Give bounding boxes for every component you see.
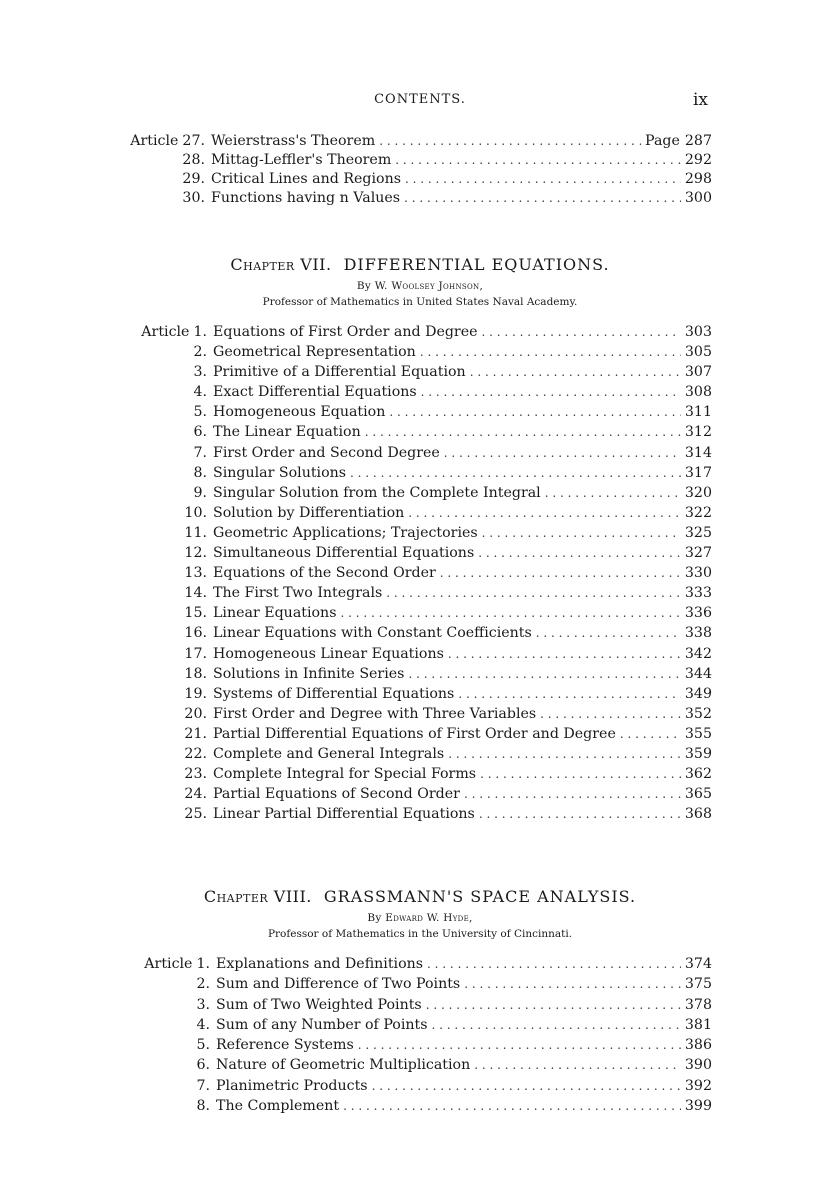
entry-page	[685, 1015, 712, 1035]
entry-title: Partial Equations of Second Order	[213, 786, 460, 803]
page-value: 359	[684, 745, 712, 762]
running-head-title: CONTENTS.	[374, 92, 466, 107]
entry-number: 28.	[182, 152, 205, 168]
entry-title: Nature of Geometric Multiplication	[216, 1057, 471, 1074]
article-number	[0, 151, 205, 170]
entry-number: 1.	[196, 956, 210, 972]
entry-page	[685, 151, 712, 170]
toc-entry	[0, 443, 712, 463]
article-number	[0, 402, 207, 422]
article-word: Article	[141, 324, 190, 340]
dot-leader	[386, 583, 681, 603]
dot-leader	[408, 503, 681, 523]
article-number	[0, 362, 207, 382]
toc-entry	[0, 603, 712, 623]
page-value: 305	[684, 344, 712, 361]
toc-entry	[0, 664, 712, 684]
entry-number: 10.	[184, 504, 207, 521]
entry-title: Complete and General Integrals	[213, 745, 445, 762]
page-value: 390	[684, 1057, 712, 1074]
entry-page	[685, 189, 712, 208]
entry-title: Reference Systems	[216, 1037, 354, 1054]
article-number	[0, 422, 207, 442]
entry-title: Sum and Difference of Two Points	[216, 976, 461, 993]
dot-leader	[340, 603, 680, 623]
entry-number: 25.	[184, 806, 207, 823]
dot-leader	[420, 342, 681, 362]
page-word: Page	[645, 133, 680, 149]
entry-number: 24.	[184, 786, 207, 803]
toc-entry	[0, 362, 712, 382]
entry-title: Exact Differential Equations	[213, 384, 417, 401]
entry-number: 6.	[196, 1057, 210, 1074]
article-number	[0, 664, 207, 684]
dot-leader	[480, 764, 681, 784]
entry-page	[685, 523, 712, 543]
toc-entry	[0, 1055, 712, 1075]
entry-number: 2.	[196, 976, 210, 993]
dot-leader	[440, 563, 681, 583]
entry-number: 20.	[184, 705, 207, 722]
toc-entry	[0, 974, 712, 994]
toc-entry	[0, 523, 712, 543]
entry-title: Solution by Differentiation	[213, 504, 405, 521]
toc-entry	[0, 170, 712, 189]
entry-page	[685, 1035, 712, 1055]
dot-leader	[421, 382, 681, 402]
article-number	[0, 1035, 210, 1055]
toc-entry	[0, 684, 712, 704]
toc-entry	[0, 644, 712, 664]
dot-leader	[395, 151, 681, 170]
page-value: 365	[684, 786, 712, 803]
author-affiliation: Professor of Mathematics in the University of Cincinnati.	[267, 928, 573, 940]
entry-number: 27.	[182, 133, 205, 149]
toc-entry	[0, 583, 712, 603]
entry-number: 17.	[184, 645, 207, 662]
toc-entry	[0, 623, 712, 643]
entry-page	[685, 644, 712, 664]
entry-page	[685, 402, 712, 422]
entry-number: 29.	[182, 171, 205, 187]
entry-title: The Linear Equation	[213, 424, 361, 441]
entry-number: 4.	[193, 384, 207, 401]
entry-number: 11.	[184, 524, 207, 541]
page-value: 320	[684, 484, 712, 501]
chapter-vii-section	[0, 255, 840, 824]
toc-entry	[0, 724, 712, 744]
toc-entry	[0, 954, 712, 974]
entry-title: Functions having n Values	[211, 190, 401, 206]
entry-title: The Complement	[216, 1098, 340, 1115]
entry-number: 21.	[184, 725, 207, 742]
chapter-viii-section	[0, 887, 840, 1116]
page-value: 325	[684, 524, 712, 541]
entry-page	[685, 483, 712, 503]
toc-entry	[0, 322, 712, 342]
article-number	[0, 483, 207, 503]
entry-number: 6.	[193, 424, 207, 441]
entry-title: Complete Integral for Special Forms	[213, 766, 477, 783]
entry-page	[685, 954, 712, 974]
page-value: 368	[684, 806, 712, 823]
entry-page	[685, 623, 712, 643]
entry-number: 23.	[184, 766, 207, 783]
page-value: 349	[684, 685, 712, 702]
entry-page	[685, 362, 712, 382]
page-value: 342	[684, 645, 712, 662]
toc-entry	[0, 422, 712, 442]
dot-leader	[474, 1055, 681, 1075]
running-head	[0, 90, 840, 110]
page-value: 287	[684, 133, 712, 149]
byline-prefix: By	[356, 280, 372, 292]
article-number	[0, 189, 205, 208]
entry-number: 4.	[196, 1016, 210, 1033]
dot-leader	[540, 704, 681, 724]
toc-entry	[0, 132, 712, 151]
entry-page	[685, 995, 712, 1015]
entry-title: Homogeneous Linear Equations	[213, 645, 444, 662]
entry-title: Singular Solution from the Complete Integral	[213, 484, 541, 501]
entry-title: Geometric Applications; Trajectories	[213, 524, 478, 541]
chapter-heading	[0, 887, 840, 906]
dot-leader	[405, 170, 681, 189]
dot-leader	[448, 644, 681, 664]
entry-page	[685, 704, 712, 724]
entry-title: Geometrical Representation	[213, 344, 416, 361]
dot-leader	[358, 1035, 681, 1055]
entry-title: Linear Equations	[213, 605, 337, 622]
page-value: 327	[684, 545, 712, 562]
article-number	[0, 1076, 210, 1096]
dot-leader	[432, 1015, 681, 1035]
dot-leader	[379, 132, 641, 151]
article-number	[0, 603, 207, 623]
entry-title: Simultaneous Differential Equations	[213, 545, 475, 562]
chapter-heading	[0, 255, 840, 274]
toc-entry	[0, 804, 712, 824]
toc-entry	[0, 463, 712, 483]
entry-number: 7.	[196, 1077, 210, 1094]
article-number	[0, 684, 207, 704]
dot-leader	[404, 189, 681, 208]
entry-number: 16.	[184, 625, 207, 642]
entry-page	[685, 422, 712, 442]
article-number	[0, 744, 207, 764]
article-number	[0, 644, 207, 664]
entry-title: Linear Partial Differential Equations	[213, 806, 475, 823]
toc-entry	[0, 503, 712, 523]
entry-page	[645, 132, 712, 151]
toc-entry	[0, 744, 712, 764]
entry-number: 9.	[193, 484, 207, 501]
entry-page	[685, 382, 712, 402]
entry-number: 8.	[193, 464, 207, 481]
page-value: 317	[684, 464, 712, 481]
byline-prefix: By	[367, 912, 382, 924]
entry-title: Linear Equations with Constant Coefficients	[213, 625, 532, 642]
entry-page	[685, 664, 712, 684]
entry-number: 3.	[193, 364, 207, 381]
article-number	[0, 623, 207, 643]
dot-leader	[389, 402, 681, 422]
entry-page	[685, 322, 712, 342]
article-number	[0, 1015, 210, 1035]
dot-leader	[343, 1096, 681, 1116]
dot-leader	[427, 954, 681, 974]
page-value: 314	[684, 444, 712, 461]
toc-entry	[0, 1096, 712, 1116]
page-value: 312	[684, 424, 712, 441]
article-number	[0, 543, 207, 563]
chapter-title: GRASSMANN'S SPACE ANALYSIS.	[323, 887, 637, 906]
page-value: 333	[684, 585, 712, 602]
dot-leader	[408, 664, 680, 684]
page-value: 352	[684, 705, 712, 722]
article-number	[0, 382, 207, 402]
article-number	[0, 503, 207, 523]
page-value: 307	[684, 364, 712, 381]
page-number: ix	[692, 90, 708, 110]
toc-entry	[0, 151, 712, 170]
article-number	[0, 1055, 210, 1075]
article-number	[0, 724, 207, 744]
entry-page	[685, 974, 712, 994]
entry-title: Solutions in Infinite Series	[213, 665, 405, 682]
contents-list	[0, 132, 712, 208]
page-value: 300	[684, 190, 712, 206]
toc-entry	[0, 189, 712, 208]
author-affiliation: Professor of Mathematics in United States Naval Academy.	[262, 296, 578, 308]
page-value: 303	[684, 324, 712, 340]
chapter-title: DIFFERENTIAL EQUATIONS.	[343, 255, 610, 274]
entry-title: Equations of the Second Order	[213, 565, 436, 582]
entry-number: 30.	[182, 190, 205, 206]
toc-entry	[0, 784, 712, 804]
entry-page	[685, 603, 712, 623]
entry-title: Homogeneous Equation	[213, 404, 386, 421]
entry-page	[685, 543, 712, 563]
article-number	[0, 995, 210, 1015]
dot-leader	[444, 443, 681, 463]
page-value: 362	[684, 766, 712, 783]
page-value: 308	[684, 384, 712, 401]
entry-page	[685, 563, 712, 583]
contents-list	[0, 954, 712, 1116]
entry-page	[685, 684, 712, 704]
entry-title: Sum of Two Weighted Points	[216, 996, 422, 1013]
article-number	[0, 784, 207, 804]
dot-leader	[482, 523, 681, 543]
page-value: 344	[684, 665, 712, 682]
entry-page	[685, 463, 712, 483]
dot-leader	[426, 995, 681, 1015]
entry-number: 5.	[196, 1037, 210, 1054]
entry-number: 7.	[193, 444, 207, 461]
dot-leader	[478, 543, 681, 563]
toc-entry	[0, 1076, 712, 1096]
entry-number: 14.	[184, 585, 207, 602]
entry-title: Planimetric Products	[216, 1077, 368, 1094]
entry-page	[685, 170, 712, 189]
entry-title: First Order and Second Degree	[213, 444, 440, 461]
page-value: 355	[684, 725, 712, 742]
entry-number: 2.	[193, 344, 207, 361]
dot-leader	[545, 483, 681, 503]
article-number	[0, 704, 207, 724]
article-number	[0, 322, 207, 342]
page-value: 392	[684, 1077, 712, 1094]
article-number	[0, 132, 205, 151]
toc-entry	[0, 1035, 712, 1055]
toc-entry	[0, 1015, 712, 1035]
dot-leader	[479, 804, 681, 824]
dot-leader	[458, 684, 681, 704]
page-value: 336	[684, 605, 712, 622]
article-number	[0, 954, 210, 974]
entry-title: Primitive of a Differential Equation	[213, 364, 466, 381]
dot-leader	[536, 623, 681, 643]
dot-leader	[372, 1076, 681, 1096]
entry-title: Singular Solutions	[213, 464, 347, 481]
dot-leader	[470, 362, 681, 382]
dot-leader	[464, 974, 681, 994]
entry-title: Mittag-Leffler's Theorem	[211, 152, 392, 168]
article-number	[0, 1096, 210, 1116]
entry-number: 12.	[184, 545, 207, 562]
entry-number: 8.	[196, 1098, 210, 1115]
author-name: Edward W. Hyde,	[385, 912, 473, 924]
page-value: 374	[684, 956, 712, 972]
entry-title: The First Two Integrals	[213, 585, 383, 602]
entry-number: 19.	[184, 685, 207, 702]
page-value: 322	[684, 504, 712, 521]
toc-entry	[0, 402, 712, 422]
dot-leader	[365, 422, 681, 442]
entry-title: Systems of Differential Equations	[213, 685, 455, 702]
article-number	[0, 804, 207, 824]
article-number	[0, 170, 205, 189]
entry-page	[685, 1076, 712, 1096]
page-value: 381	[684, 1016, 712, 1033]
entry-number: 5.	[193, 404, 207, 421]
page-value: 378	[684, 996, 712, 1013]
dot-leader	[482, 322, 681, 342]
page-value: 330	[684, 565, 712, 582]
contents-section-continued	[0, 132, 840, 208]
entry-title: Partial Differential Equations of First Order and Degree	[213, 725, 616, 742]
entry-title: Sum of any Number of Points	[216, 1016, 428, 1033]
chapter-label: Chapter VII.	[230, 255, 332, 274]
entry-page	[685, 503, 712, 523]
toc-entry	[0, 483, 712, 503]
entry-page	[685, 764, 712, 784]
article-word: Article	[144, 956, 193, 972]
chapter-byline	[0, 280, 840, 292]
entry-number: 15.	[184, 605, 207, 622]
toc-entry	[0, 382, 712, 402]
entry-page	[685, 342, 712, 362]
page-value: 338	[684, 625, 712, 642]
author-name: W. Woolsey Johnson,	[374, 280, 484, 292]
page-value: 386	[684, 1037, 712, 1054]
article-number	[0, 443, 207, 463]
entry-title: First Order and Degree with Three Variables	[213, 705, 537, 722]
article-number	[0, 463, 207, 483]
article-word: Article	[130, 133, 179, 149]
page-value: 375	[684, 976, 712, 993]
page-value: 298	[684, 171, 712, 187]
entry-page	[685, 1096, 712, 1116]
toc-entry	[0, 704, 712, 724]
toc-entry	[0, 995, 712, 1015]
entry-page	[685, 804, 712, 824]
article-number	[0, 563, 207, 583]
page-value: 311	[684, 404, 712, 421]
toc-entry	[0, 342, 712, 362]
entry-number: 18.	[184, 665, 207, 682]
entry-page	[685, 744, 712, 764]
entry-title: Weierstrass's Theorem	[211, 133, 376, 149]
page-value: 292	[684, 152, 712, 168]
entry-number: 1.	[193, 324, 207, 340]
dot-leader	[464, 784, 681, 804]
toc-entry	[0, 764, 712, 784]
entry-number: 22.	[184, 745, 207, 762]
toc-entry	[0, 543, 712, 563]
article-number	[0, 764, 207, 784]
article-number	[0, 523, 207, 543]
entry-page	[685, 784, 712, 804]
entry-page	[685, 443, 712, 463]
entry-page	[685, 583, 712, 603]
entry-page	[685, 724, 712, 744]
article-number	[0, 342, 207, 362]
chapter-label: Chapter VIII.	[203, 887, 312, 906]
toc-entry	[0, 563, 712, 583]
entry-number: 13.	[184, 565, 207, 582]
article-number	[0, 583, 207, 603]
dot-leader	[448, 744, 681, 764]
entry-title: Explanations and Definitions	[216, 956, 424, 972]
page-value: 399	[684, 1098, 712, 1115]
chapter-byline	[0, 912, 840, 924]
dot-leader	[620, 724, 681, 744]
entry-page	[685, 1055, 712, 1075]
contents-list	[0, 322, 712, 824]
entry-title: Equations of First Order and Degree	[213, 324, 478, 340]
entry-title: Critical Lines and Regions	[211, 171, 401, 187]
dot-leader	[350, 463, 681, 483]
article-number	[0, 974, 210, 994]
entry-number: 3.	[196, 996, 210, 1013]
